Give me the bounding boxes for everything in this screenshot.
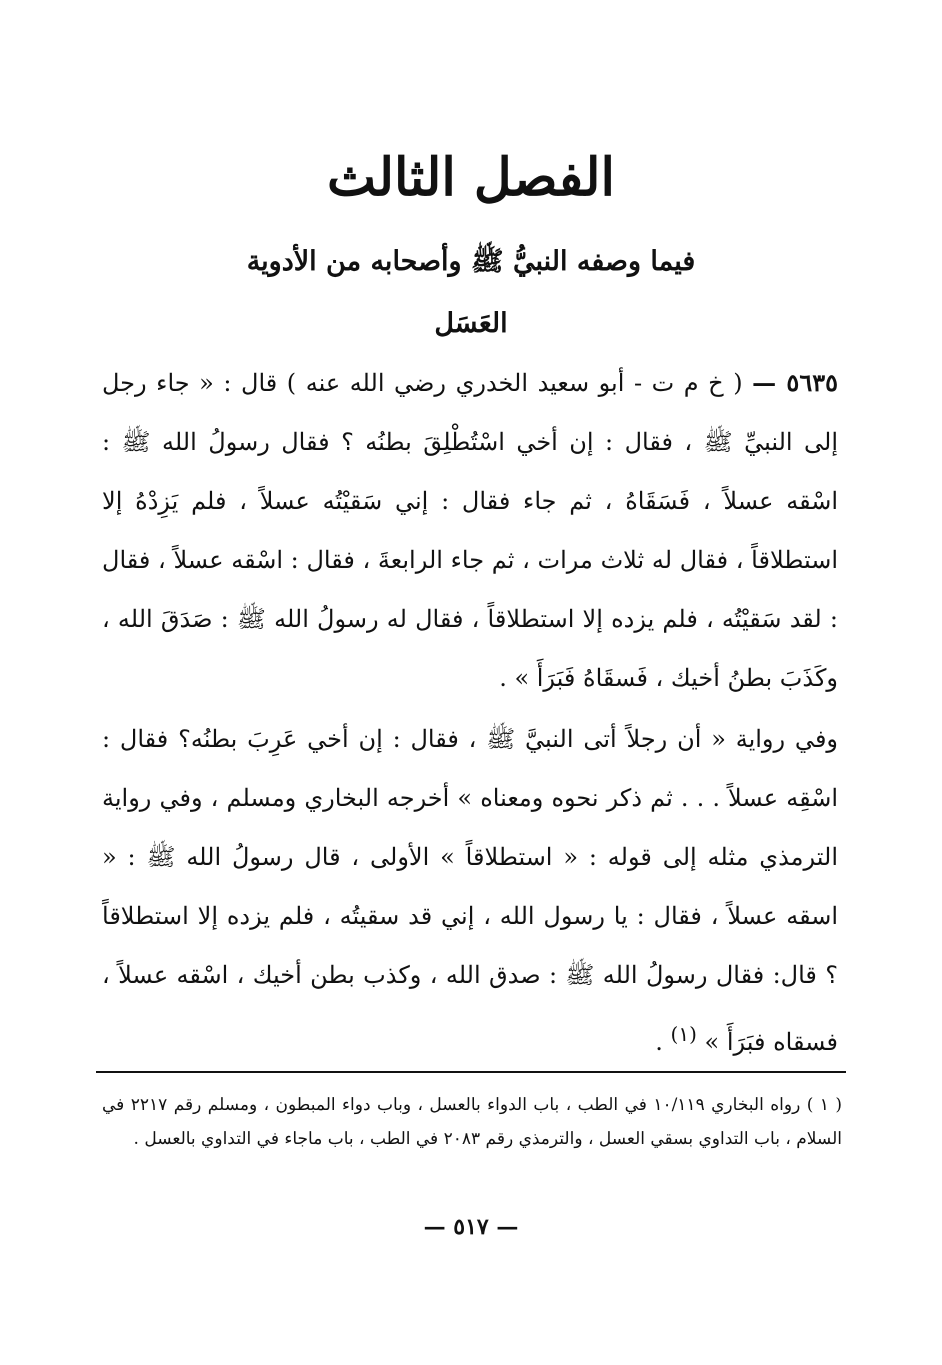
riwaya-text: وفي رواية « أن رجلاً أتى النبيَّ ﷺ ، فقال : إن أخي عَرِبَ بطنُه؟ فقال : اسْقِه عسلاً . . . ثم ذكر نحوه ومعناه » أخرجه البخاري ومسلم ، وفي رواية الترمذي مثله إلى قوله : « استطلاقاً » الأولى ، قال رسولُ الله ﷺ : « اسقه عسلاً ، فقال : يا رسول الله ، إني قد سقيتُه ، فلم يزده إلا استطلاقاً ؟ قال: فقال رسولُ الله ﷺ : صدق الله ، وكذب بطن أخيك ، اسْقه عسلاً ، فسقاه فبَرَأَ »	[102, 725, 838, 1056]
hadith-number: ٥٦٣٥ —	[752, 368, 838, 397]
section-heading: العَسَل	[434, 308, 508, 339]
hadith-paragraph	[102, 353, 838, 708]
footnote-reference: (١)	[670, 1022, 697, 1046]
footnote-text: ( ١ ) رواه البخاري ١٠/١١٩ في الطب ، باب الدواء بالعسل ، وباب دواء المبطون ، ومسلم رقم ٢٢١٧ في السلام ، باب التداوي بسقي العسل ، والترمذي رقم ٢٠٨٣ في الطب ، باب ماجاء في التداوي بالعسل .	[102, 1095, 842, 1149]
footnote-divider	[96, 1071, 846, 1073]
chapter-title: الفصل الثالث	[327, 147, 615, 208]
riwaya-end: .	[655, 1028, 671, 1056]
page-number: — ٥١٧ —	[423, 1214, 519, 1240]
chapter-subtitle: فيما وصفه النبيُّ ﷺ وأصحابه من الأدوية	[246, 246, 696, 277]
hadith-text: ( خ م ت - أبو سعيد الخدري رضي الله عنه ) قال : « جاء رجل إلى النبيِّ ﷺ ، فقال : إن أخي اسْتُطْلِقَ بطنُه ؟ فقال رسولُ الله ﷺ : اسْقه عسلاً ، فَسَقَاهُ ، ثم جاء فقال : إني سَقيْتُه عسلاً ، فلم يَزِدْهُ إلا استطلاقاً ، فقال له ثلاث مرات ، ثم جاء الرابعةَ ، فقال : اسْقه عسلاً ، فقال : لقد سَقيْتُه ، فلم يزده إلا استطلاقاً ، فقال له رسولُ الله ﷺ : صَدَقَ الله ، وكَذَبَ بطنُ أخيك ، فَسقَاهُ فَبَرَأَ » .	[102, 369, 839, 692]
riwaya-paragraph	[102, 710, 838, 1072]
